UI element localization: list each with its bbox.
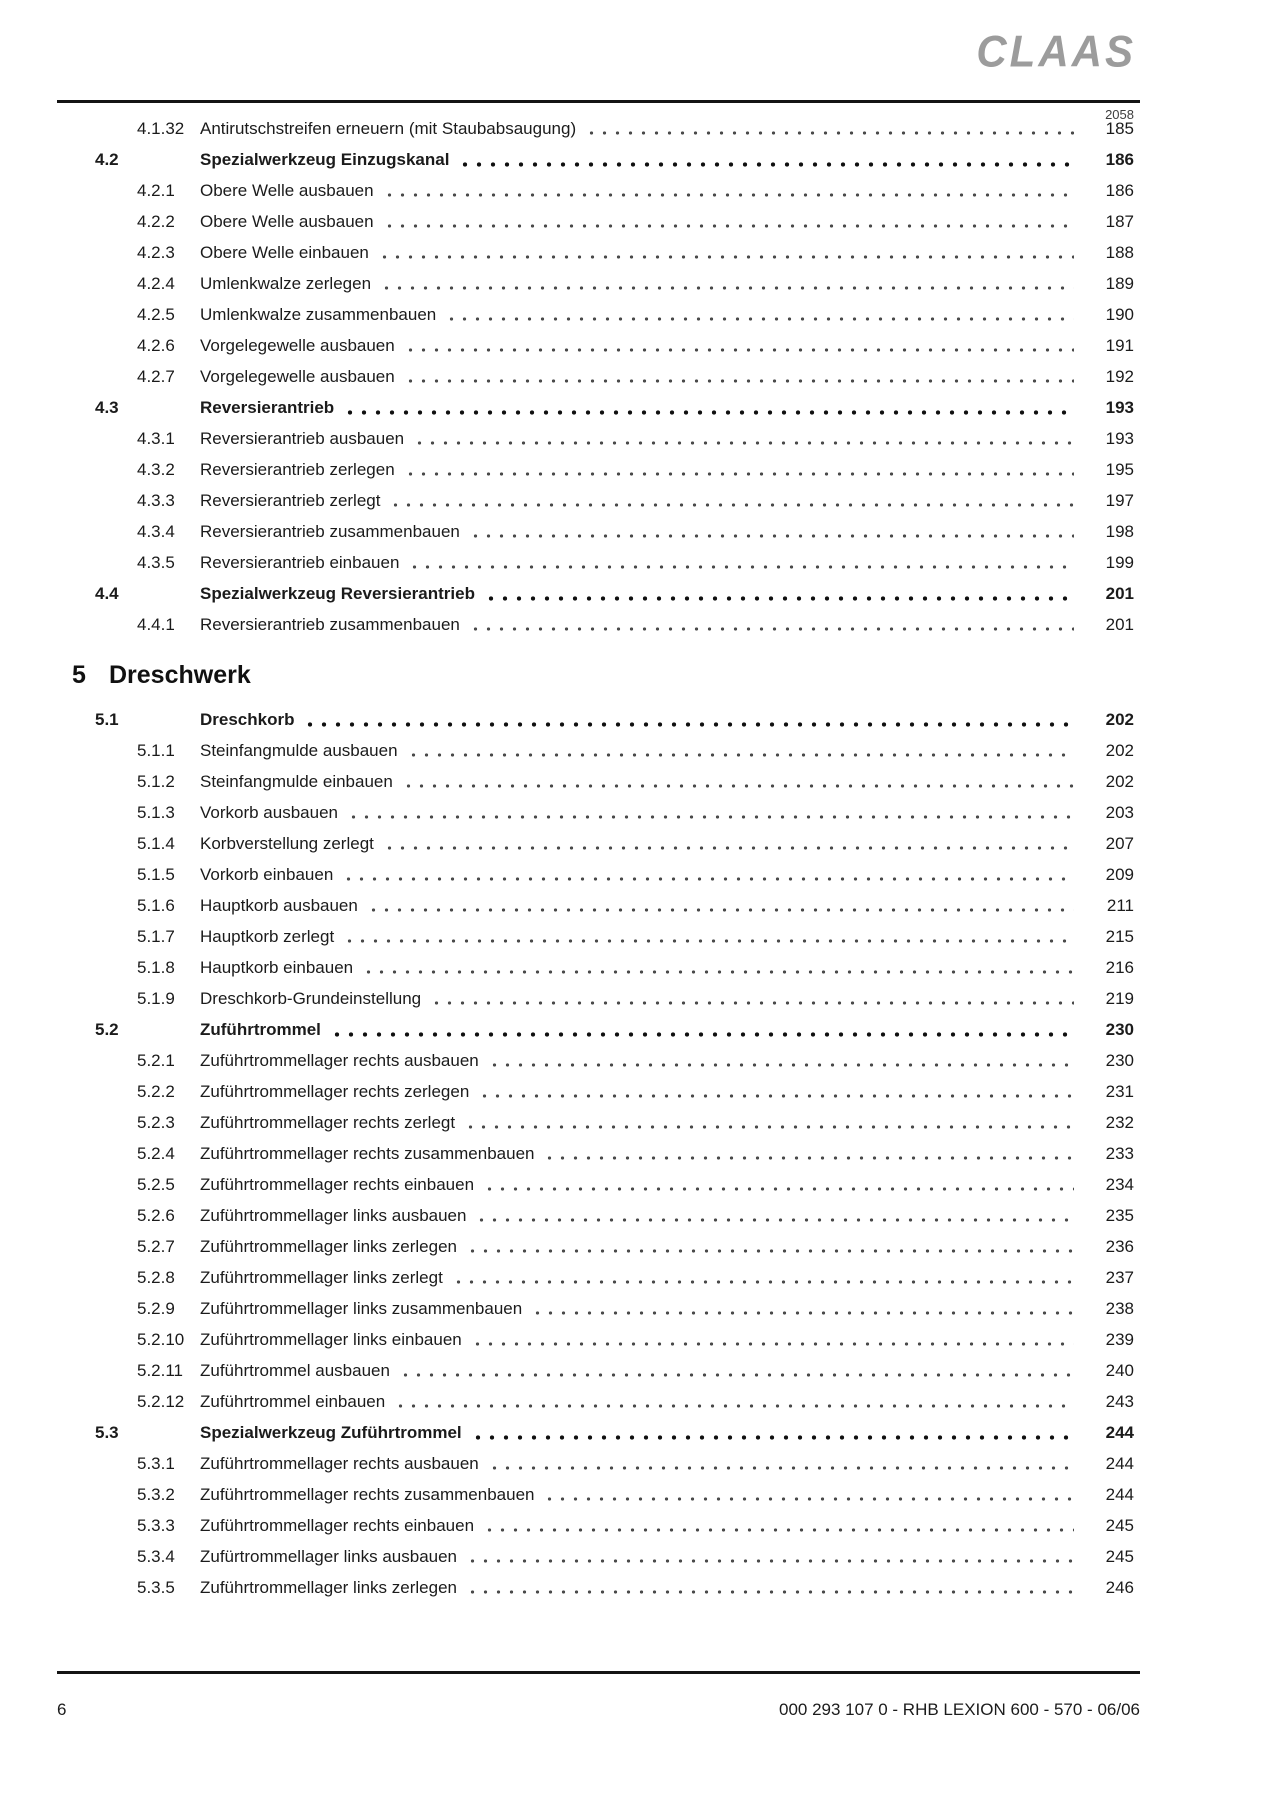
entry-title: Hauptkorb einbauen <box>200 957 354 977</box>
entry-number: 5.2.9 <box>137 1298 175 1318</box>
toc-entry <box>57 237 1140 268</box>
entry-number: 5.1.1 <box>137 740 175 760</box>
entry-title: Spezialwerkzeug Einzugskanal <box>200 149 450 169</box>
entry-page: 211 <box>1106 895 1134 915</box>
toc-entry <box>57 890 1140 921</box>
toc-entry <box>57 1355 1140 1386</box>
entry-page: 219 <box>1105 988 1134 1008</box>
entry-number: 4.2.1 <box>137 180 175 200</box>
entry-title: Zuführtrommellager rechts zerlegt <box>200 1112 456 1132</box>
toc-entry <box>57 268 1140 299</box>
dot-leader <box>383 846 1074 850</box>
entry-page: 201 <box>1105 614 1134 634</box>
toc-entry <box>57 516 1140 547</box>
toc-entry <box>57 1045 1140 1076</box>
entry-number: 5.2.7 <box>137 1236 175 1256</box>
entry-page: 233 <box>1105 1143 1134 1163</box>
entry-page: 202 <box>1105 771 1134 791</box>
entry-title: Zuführtrommellager rechts einbauen <box>200 1515 475 1535</box>
entry-page: 191 <box>1105 335 1134 355</box>
entry-number: 5.2.12 <box>137 1391 185 1411</box>
entry-title: Zuführtrommellager links ausbauen <box>200 1205 467 1225</box>
dot-leader <box>483 1528 1074 1532</box>
dot-leader <box>303 722 1074 727</box>
entry-number: 4.2.5 <box>137 304 175 324</box>
entry-page: 207 <box>1105 833 1134 853</box>
entry-number: 4.2.7 <box>137 366 175 386</box>
toc-entry <box>57 1231 1140 1262</box>
entry-title: Hauptkorb zerlegt <box>200 926 335 946</box>
entry-page: 199 <box>1105 552 1134 572</box>
entry-title: Antirutschstreifen erneuern (mit Staubabsaugung) <box>200 118 577 138</box>
entry-title: Zuführtrommellager rechts zerlegen <box>200 1081 470 1101</box>
dot-leader <box>408 565 1074 569</box>
dot-leader <box>347 815 1074 819</box>
footer-page-number: 6 <box>57 1700 67 1719</box>
entry-title: Zuführtrommellager rechts zusammenbauen <box>200 1484 535 1504</box>
dot-leader <box>585 131 1074 135</box>
entry-page: 188 <box>1105 242 1134 262</box>
toc-entry <box>57 423 1140 454</box>
entry-page: 240 <box>1105 1360 1134 1380</box>
toc-entry <box>57 1572 1140 1603</box>
entry-number: 5.2.5 <box>137 1174 175 1194</box>
entry-title: Reversierantrieb ausbauen <box>200 428 405 448</box>
dot-leader <box>452 1280 1074 1284</box>
dot-leader <box>466 1249 1074 1253</box>
entry-page: 209 <box>1105 864 1134 884</box>
entry-number: 4.2.3 <box>137 242 175 262</box>
entry-number: 5.2 <box>95 1019 119 1039</box>
entry-number: 5.1.9 <box>137 988 175 1008</box>
entry-page: 216 <box>1105 957 1134 977</box>
entry-page: 243 <box>1105 1391 1134 1411</box>
toc-entry <box>57 609 1140 640</box>
entry-number: 5.3.4 <box>137 1546 175 1566</box>
dot-leader <box>362 970 1074 974</box>
toc-entry <box>57 1510 1140 1541</box>
toc-entry <box>57 361 1140 392</box>
dot-leader <box>471 1342 1074 1346</box>
entry-title: Umlenkwalze zusammenbauen <box>200 304 437 324</box>
entry-title: Obere Welle einbauen <box>200 242 369 262</box>
entry-page: 187 <box>1105 211 1134 231</box>
entry-title: Zuführtrommellager rechts zusammenbauen <box>200 1143 535 1163</box>
entry-page: 202 <box>1105 709 1134 729</box>
entry-title: Reversierantrieb <box>200 397 335 417</box>
entry-number: 5.1 <box>95 709 119 729</box>
table-of-contents <box>57 113 1140 1603</box>
entry-page: 189 <box>1105 273 1134 293</box>
toc-entry <box>57 578 1140 609</box>
toc-entry <box>57 735 1140 766</box>
entry-page: 230 <box>1105 1050 1134 1070</box>
entry-number: 4.1.32 <box>137 118 185 138</box>
dot-leader <box>471 1435 1074 1440</box>
dot-leader <box>343 939 1074 943</box>
dot-leader <box>488 1466 1074 1470</box>
entry-number: 4.3.1 <box>137 428 175 448</box>
entry-title: Reversierantrieb zusammenbauen <box>200 521 460 541</box>
dot-leader <box>330 1032 1074 1037</box>
toc-entry <box>57 1262 1140 1293</box>
entry-title: Reversierantrieb zerlegen <box>200 459 395 479</box>
entry-number: 5.3.3 <box>137 1515 175 1535</box>
entry-number: 4.3.5 <box>137 552 175 572</box>
entry-page: 186 <box>1105 149 1134 169</box>
dot-leader <box>466 1559 1074 1563</box>
dot-leader <box>466 1590 1074 1594</box>
dot-leader <box>383 224 1074 228</box>
toc-entry <box>57 1324 1140 1355</box>
entry-page: 193 <box>1105 428 1134 448</box>
entry-page: 246 <box>1105 1577 1134 1597</box>
entry-number: 4.2.6 <box>137 335 175 355</box>
toc-entry <box>57 983 1140 1014</box>
entry-number: 4.4 <box>95 583 119 603</box>
chapter-number: 5 <box>72 661 86 689</box>
entry-title: Zuführtrommellager rechts ausbauen <box>200 1453 479 1473</box>
dot-leader <box>543 1497 1074 1501</box>
entry-number: 4.3.3 <box>137 490 175 510</box>
toc-entry <box>57 454 1140 485</box>
entry-number: 5.3.5 <box>137 1577 175 1597</box>
dot-leader <box>343 410 1074 415</box>
entry-title: Zufürtrommellager links ausbauen <box>200 1546 458 1566</box>
dot-leader <box>484 596 1074 601</box>
dot-leader <box>380 286 1074 290</box>
entry-page: 230 <box>1105 1019 1134 1039</box>
entry-title: Reversierantrieb einbauen <box>200 552 400 572</box>
dot-leader <box>367 908 1074 912</box>
entry-title: Zuführtrommel <box>200 1019 321 1039</box>
entry-page: 232 <box>1105 1112 1134 1132</box>
entry-page: 244 <box>1105 1453 1134 1473</box>
dot-leader <box>383 193 1074 197</box>
toc-entry <box>57 859 1140 890</box>
entry-page: 235 <box>1105 1205 1134 1225</box>
toc-entry <box>57 1293 1140 1324</box>
entry-title: Zuführtrommellager rechts einbauen <box>200 1174 475 1194</box>
chapter-heading <box>72 660 1140 690</box>
toc-entry <box>57 828 1140 859</box>
entry-page: 237 <box>1105 1267 1134 1287</box>
dot-leader <box>404 472 1074 476</box>
toc-entry <box>57 1138 1140 1169</box>
toc-entry <box>57 392 1140 423</box>
dot-leader <box>469 534 1074 538</box>
entry-page: 201 <box>1105 583 1134 603</box>
dot-leader <box>389 503 1074 507</box>
toc-entry <box>57 766 1140 797</box>
toc-entry <box>57 1417 1140 1448</box>
entry-page: 195 <box>1105 459 1134 479</box>
dot-leader <box>543 1156 1074 1160</box>
entry-page: 190 <box>1105 304 1134 324</box>
entry-number: 4.3.2 <box>137 459 175 479</box>
entry-page: 186 <box>1105 180 1134 200</box>
dot-leader <box>404 348 1074 352</box>
entry-title: Obere Welle ausbauen <box>200 180 374 200</box>
entry-page: 202 <box>1105 740 1134 760</box>
toc-entry <box>57 144 1140 175</box>
dot-leader <box>458 162 1074 167</box>
footer-rule <box>57 1671 1140 1674</box>
dot-leader <box>475 1218 1074 1222</box>
entry-page: 185 <box>1105 118 1134 138</box>
doc-code: 2058 <box>1105 107 1134 122</box>
toc-entry <box>57 1107 1140 1138</box>
claas-logo: CLAAS <box>976 26 1136 77</box>
entry-number: 5.2.11 <box>137 1360 184 1380</box>
entry-title: Obere Welle ausbauen <box>200 211 374 231</box>
entry-page: 239 <box>1105 1329 1134 1349</box>
toc-entry <box>57 175 1140 206</box>
entry-page: 203 <box>1105 802 1134 822</box>
dot-leader <box>445 317 1074 321</box>
toc-entry <box>57 1014 1140 1045</box>
entry-title: Reversierantrieb zusammenbauen <box>200 614 460 634</box>
entry-title: Zuführtrommellager rechts ausbauen <box>200 1050 479 1070</box>
entry-number: 5.2.4 <box>137 1143 175 1163</box>
dot-leader <box>342 877 1074 881</box>
dot-leader <box>404 379 1074 383</box>
entry-title: Vorgelegewelle ausbauen <box>200 335 395 355</box>
dot-leader <box>394 1404 1074 1408</box>
entry-number: 4.4.1 <box>137 614 175 634</box>
entry-title: Dreschkorb-Grundeinstellung <box>200 988 422 1008</box>
entry-title: Vorkorb ausbauen <box>200 802 338 822</box>
dot-leader <box>399 1373 1074 1377</box>
dot-leader <box>478 1094 1074 1098</box>
entry-title: Steinfangmulde einbauen <box>200 771 393 791</box>
entry-number: 5.2.3 <box>137 1112 175 1132</box>
toc-entry <box>57 1200 1140 1231</box>
entry-number: 5.2.1 <box>137 1050 175 1070</box>
toc-entry <box>57 485 1140 516</box>
dot-leader <box>413 441 1074 445</box>
entry-page: 236 <box>1105 1236 1134 1256</box>
dot-leader <box>407 753 1074 757</box>
entry-number: 4.3 <box>95 397 119 417</box>
entry-page: 193 <box>1105 397 1134 417</box>
toc-entry <box>57 206 1140 237</box>
entry-title: Zuführtrommellager links einbauen <box>200 1329 462 1349</box>
entry-page: 197 <box>1105 490 1134 510</box>
entry-page: 238 <box>1105 1298 1134 1318</box>
entry-title: Vorgelegewelle ausbauen <box>200 366 395 386</box>
toc-entry <box>57 952 1140 983</box>
entry-page: 244 <box>1105 1484 1134 1504</box>
entry-title: Umlenkwalze zerlegen <box>200 273 372 293</box>
toc-entry <box>57 1479 1140 1510</box>
dot-leader <box>378 255 1074 259</box>
entry-number: 5.1.4 <box>137 833 175 853</box>
entry-title: Zuführtrommel einbauen <box>200 1391 386 1411</box>
toc-entry <box>57 1076 1140 1107</box>
entry-page: 192 <box>1105 366 1134 386</box>
entry-number: 4.2 <box>95 149 119 169</box>
entry-title: Zuführtrommellager links zerlegen <box>200 1236 457 1256</box>
toc-entry <box>57 330 1140 361</box>
header-rule <box>57 100 1140 103</box>
toc-entry <box>57 921 1140 952</box>
toc-entry <box>57 113 1140 144</box>
entry-page: 198 <box>1105 521 1134 541</box>
toc-entry <box>57 1541 1140 1572</box>
entry-number: 4.3.4 <box>137 521 175 541</box>
dot-leader <box>430 1001 1074 1005</box>
dot-leader <box>531 1311 1074 1315</box>
entry-number: 5.1.5 <box>137 864 175 884</box>
entry-number: 4.2.4 <box>137 273 175 293</box>
entry-title: Zuführtrommellager links zusammenbauen <box>200 1298 523 1318</box>
dot-leader <box>469 627 1074 631</box>
entry-number: 5.1.2 <box>137 771 175 791</box>
entry-title: Spezialwerkzeug Zuführtrommel <box>200 1422 462 1442</box>
entry-number: 5.2.8 <box>137 1267 175 1287</box>
entry-page: 245 <box>1105 1546 1134 1566</box>
toc-entry <box>57 547 1140 578</box>
entry-title: Hauptkorb ausbauen <box>200 895 358 915</box>
footer-doc-ref: 000 293 107 0 - RHB LEXION 600 - 570 - 06/06 <box>778 1700 1140 1719</box>
entry-page: 245 <box>1105 1515 1134 1535</box>
entry-number: 5.1.7 <box>137 926 175 946</box>
entry-title: Korbverstellung zerlegt <box>200 833 374 853</box>
entry-number: 5.1.3 <box>137 802 175 822</box>
entry-number: 5.3 <box>95 1422 119 1442</box>
dot-leader <box>402 784 1074 788</box>
entry-title: Vorkorb einbauen <box>200 864 334 884</box>
toc-entry <box>57 1448 1140 1479</box>
entry-number: 5.3.2 <box>137 1484 175 1504</box>
entry-title: Steinfangmulde ausbauen <box>200 740 398 760</box>
toc-entry <box>57 299 1140 330</box>
dot-leader <box>483 1187 1074 1191</box>
entry-number: 4.2.2 <box>137 211 175 231</box>
entry-page: 244 <box>1105 1422 1134 1442</box>
entry-number: 5.2.10 <box>137 1329 185 1349</box>
dot-leader <box>464 1125 1074 1129</box>
dot-leader <box>488 1063 1074 1067</box>
toc-entry <box>57 1169 1140 1200</box>
toc-entry <box>57 797 1140 828</box>
entry-page: 231 <box>1105 1081 1134 1101</box>
entry-page: 215 <box>1105 926 1134 946</box>
entry-number: 5.1.6 <box>137 895 175 915</box>
entry-number: 5.2.2 <box>137 1081 175 1101</box>
entry-number: 5.1.8 <box>137 957 175 977</box>
entry-title: Dreschkorb <box>200 709 295 729</box>
toc-entry <box>57 1386 1140 1417</box>
toc-entry <box>57 704 1140 735</box>
entry-title: Zuführtrommel ausbauen <box>200 1360 390 1380</box>
chapter-title: Dreschwerk <box>109 661 251 689</box>
entry-title: Spezialwerkzeug Reversierantrieb <box>200 583 475 603</box>
entry-title: Zuführtrommellager links zerlegen <box>200 1577 457 1597</box>
entry-title: Zuführtrommellager links zerlegt <box>200 1267 443 1287</box>
entry-page: 234 <box>1105 1174 1134 1194</box>
entry-title: Reversierantrieb zerlegt <box>200 490 381 510</box>
entry-number: 5.2.6 <box>137 1205 175 1225</box>
entry-number: 5.3.1 <box>137 1453 175 1473</box>
